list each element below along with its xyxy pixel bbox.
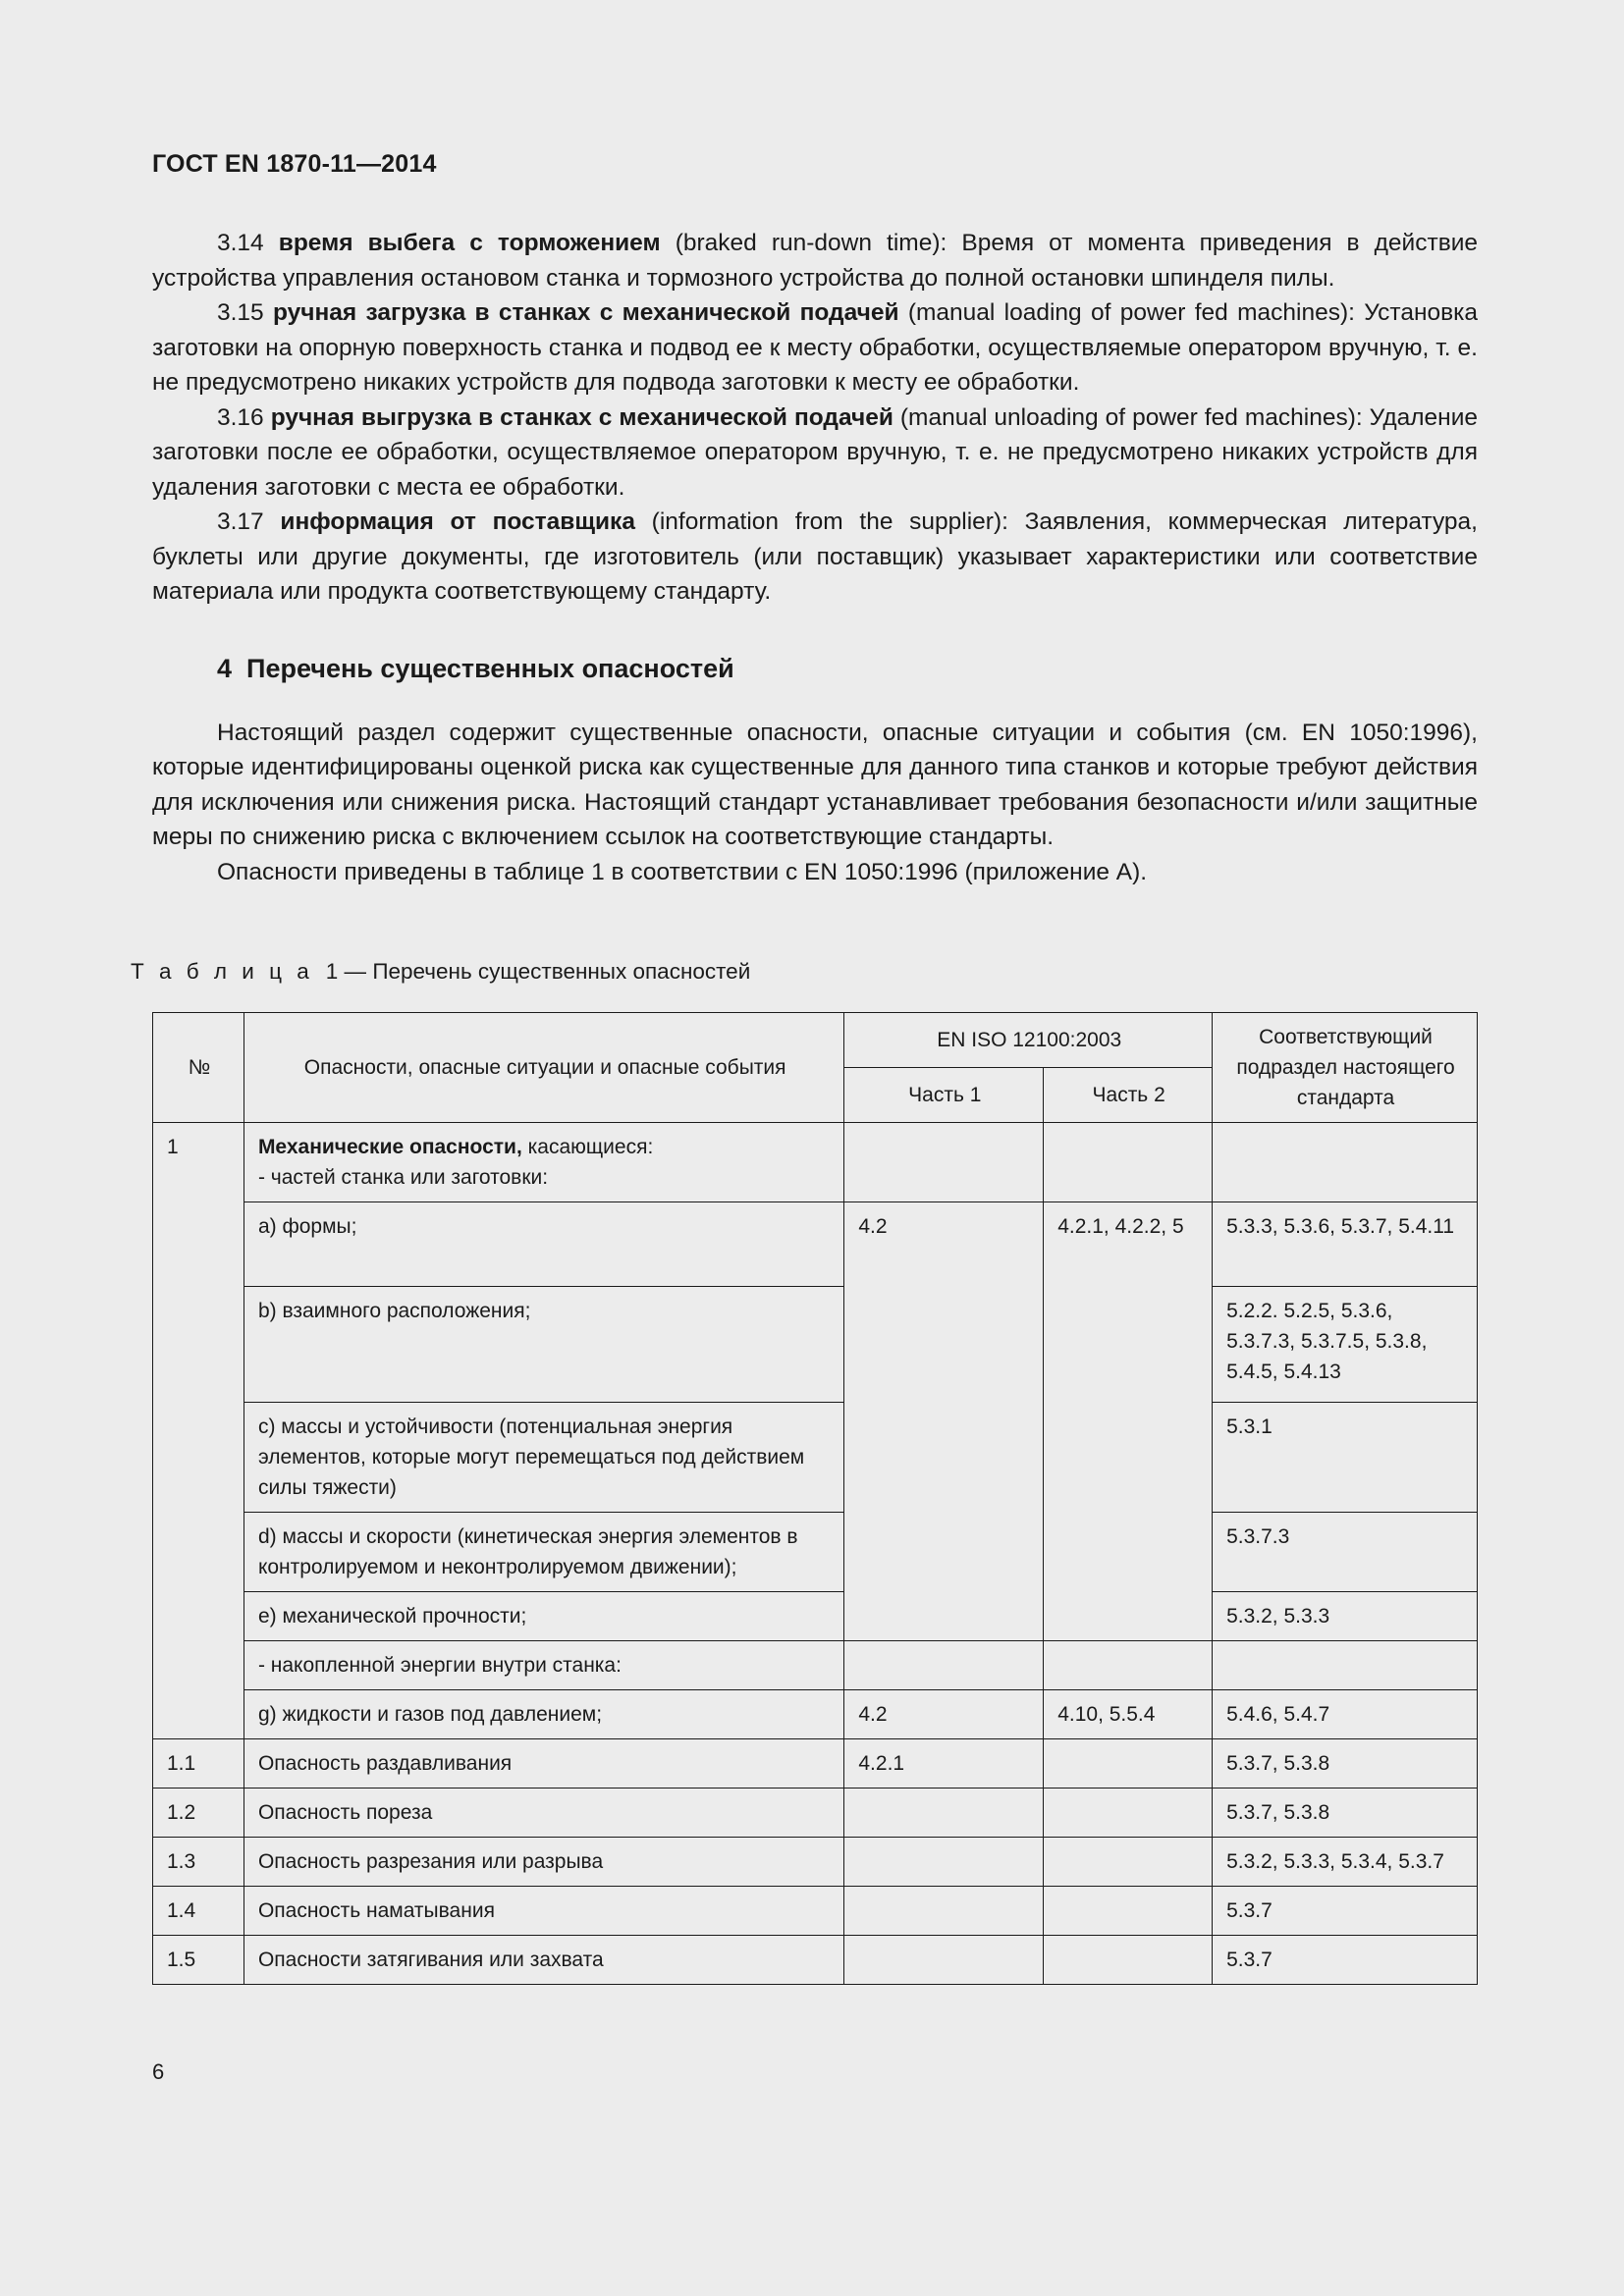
row-standard: 5.2.2. 5.2.5, 5.3.6, 5.3.7.3, 5.3.7.5, 5.3.8, 5.4.5, 5.4.13 <box>1213 1287 1478 1403</box>
row-description: g) жидкости и газов под давлением; <box>244 1690 843 1739</box>
header-description: Опасности, опасные ситуации и опасные события <box>244 1013 843 1123</box>
row-standard: 5.3.7, 5.3.8 <box>1213 1739 1478 1789</box>
row-part-2 <box>1044 1641 1213 1690</box>
section-title-text: Перечень существенных опасностей <box>246 653 734 683</box>
table-row <box>153 1739 1478 1789</box>
row-standard: 5.3.7 <box>1213 1887 1478 1936</box>
row-description-line2: - частей станка или заготовки: <box>257 1166 549 1189</box>
row-description: a) формы; <box>244 1202 843 1287</box>
hazards-table <box>152 1012 1478 1985</box>
definition-number: 3.15 <box>217 299 264 326</box>
definition-term: информация от поставщика <box>280 508 635 535</box>
row-part-2 <box>1044 1887 1213 1936</box>
row-description: e) механической прочности; <box>244 1592 843 1641</box>
table-row <box>153 1202 1478 1287</box>
definition-number: 3.14 <box>217 230 264 256</box>
table-row <box>153 1690 1478 1739</box>
table-row <box>153 1123 1478 1202</box>
table-caption-label: Т а б л и ц а <box>131 959 314 984</box>
row-standard: 5.4.6, 5.4.7 <box>1213 1690 1478 1739</box>
definition-term: ручная загрузка в станках с механической подачей <box>273 299 899 326</box>
header-corresponding-subsection: Соответствующий подраздел настоящего стандарта <box>1213 1013 1478 1123</box>
table-caption-dash: — <box>344 959 367 984</box>
section-paragraph-2: Опасности приведены в таблице 1 в соответствии с EN 1050:1996 (приложение А). <box>217 858 1148 885</box>
table-row <box>153 1592 1478 1641</box>
row-description-rest: касающиеся: <box>521 1136 654 1158</box>
row-part-2 <box>1044 1936 1213 1985</box>
row-description: Опасность пореза <box>244 1789 843 1838</box>
definition-english: (braked run-down time): <box>675 230 947 256</box>
table-caption-number: 1 <box>325 959 339 984</box>
header-part-2: Часть 2 <box>1044 1068 1213 1123</box>
row-part-2: 4.2.1, 4.2.2, 5 <box>1044 1202 1213 1641</box>
row-description: Опасность раздавливания <box>244 1739 843 1789</box>
table-header-row-1 <box>153 1013 1478 1068</box>
row-description: - накопленной энергии внутри станка: <box>244 1641 843 1690</box>
table-row <box>153 1887 1478 1936</box>
definition-3-16 <box>152 400 1478 506</box>
row-standard: 5.3.1 <box>1213 1403 1478 1513</box>
row-part-2 <box>1044 1838 1213 1887</box>
row-description-bold: Механические опасности, <box>257 1136 522 1158</box>
row-description: Опасности затягивания или захвата <box>244 1936 843 1985</box>
row-standard <box>1213 1641 1478 1690</box>
row-part-1 <box>844 1887 1044 1936</box>
definition-number: 3.17 <box>217 508 264 535</box>
row-description <box>244 1123 843 1202</box>
row-part-1 <box>844 1789 1044 1838</box>
table-row <box>153 1838 1478 1887</box>
definition-text: Установка заготовки на опорную поверхность станка и подвод ее к месту обработки, осуществляемые оператором вручную, т. е. не предусмотрено никаких устройств для подвода заготовки к месту ее обработки. <box>152 299 1479 396</box>
definition-text: Удаление заготовки после ее обработки, осуществляемое оператором вручную, т. е. не предусмотрено никаких устройств для удаления заготовки с места ее обработки. <box>152 403 1479 501</box>
row-part-1 <box>844 1936 1044 1985</box>
row-part-1 <box>844 1123 1044 1202</box>
row-part-1: 4.2.1 <box>844 1739 1044 1789</box>
definition-3-14 <box>152 226 1478 295</box>
definition-term: ручная выгрузка в станках с механической подачей <box>270 403 893 431</box>
row-standard: 5.3.3, 5.3.6, 5.3.7, 5.4.11 <box>1213 1202 1478 1287</box>
row-part-2: 4.10, 5.5.4 <box>1044 1690 1213 1739</box>
row-part-1 <box>844 1641 1044 1690</box>
definition-3-17 <box>152 505 1478 610</box>
spacer <box>152 686 1478 716</box>
table-row <box>153 1403 1478 1513</box>
table-caption-title: Перечень существенных опасностей <box>372 959 751 984</box>
row-standard <box>1213 1123 1478 1202</box>
row-number: 1.3 <box>153 1838 244 1887</box>
definition-english: (information from the supplier): <box>651 508 1008 535</box>
row-standard: 5.3.7, 5.3.8 <box>1213 1789 1478 1838</box>
section-heading <box>152 651 1478 686</box>
row-standard: 5.3.2, 5.3.3, 5.3.4, 5.3.7 <box>1213 1838 1478 1887</box>
table-body <box>153 1123 1478 1985</box>
header-num: № <box>153 1013 244 1123</box>
definition-number: 3.16 <box>217 403 264 431</box>
table-row <box>153 1641 1478 1690</box>
row-part-2 <box>1044 1123 1213 1202</box>
row-number: 1.1 <box>153 1739 244 1789</box>
table-row <box>153 1287 1478 1403</box>
definition-english: (manual loading of power fed machines): <box>907 299 1355 326</box>
table-row <box>153 1513 1478 1592</box>
header-standard-group: EN ISO 12100:2003 <box>844 1013 1213 1068</box>
definition-3-15 <box>152 295 1478 400</box>
row-description: d) массы и скорости (кинетическая энергия элементов в контролируемом и неконтролируемом движении); <box>244 1513 843 1592</box>
table-caption <box>131 959 750 985</box>
section-number: 4 <box>217 653 233 683</box>
table-head <box>153 1013 1478 1123</box>
row-part-1 <box>844 1838 1044 1887</box>
row-part-2 <box>1044 1739 1213 1789</box>
row-part-2 <box>1044 1789 1213 1838</box>
spacer <box>152 610 1478 651</box>
table-row <box>153 1789 1478 1838</box>
definition-text: Заявления, коммерческая литература, буклеты или другие документы, где изготовитель (или поставщик) указывает характеристики или соответствие материала или продукта соответствующему стандарту. <box>152 508 1478 605</box>
row-description: c) массы и устойчивости (потенциальная энергия элементов, которые могут перемещаться под действием силы тяжести) <box>244 1403 843 1513</box>
definition-text: Время от момента приведения в действие устройства управления остановом станка и тормозного устройства до полной остановки шпинделя пилы. <box>152 230 1479 292</box>
definition-term: время выбега с торможением <box>278 230 661 256</box>
row-number: 1.5 <box>153 1936 244 1985</box>
row-description: Опасность разрезания или разрыва <box>244 1838 843 1887</box>
definitions-block <box>152 226 1478 889</box>
row-number: 1.2 <box>153 1789 244 1838</box>
table-row <box>153 1936 1478 1985</box>
document-header: ГОСТ EN 1870-11—2014 <box>152 150 437 178</box>
page-number: 6 <box>152 2059 165 2084</box>
row-number: 1.4 <box>153 1887 244 1936</box>
row-part-1: 4.2 <box>844 1202 1044 1641</box>
row-standard: 5.3.2, 5.3.3 <box>1213 1592 1478 1641</box>
row-part-1: 4.2 <box>844 1690 1044 1739</box>
row-standard: 5.3.7 <box>1213 1936 1478 1985</box>
section-paragraph-1: Настоящий раздел содержит существенные опасности, опасные ситуации и события (см. EN 1050:1996), которые идентифицированы оценкой риска как существенные для данного типа станков и которые требуют действия для исключения или снижения риска. Настоящий стандарт устанавливает требования безопасности и/или защитные меры по снижению риска с включением ссылок на соответствующие стандарты. <box>152 719 1478 850</box>
row-description: Опасность наматывания <box>244 1887 843 1936</box>
definition-english: (manual unloading of power fed machines): <box>899 403 1363 431</box>
row-standard: 5.3.7.3 <box>1213 1513 1478 1592</box>
row-description: b) взаимного расположения; <box>244 1287 843 1403</box>
header-part-1: Часть 1 <box>844 1068 1044 1123</box>
row-number: 1 <box>153 1123 244 1739</box>
